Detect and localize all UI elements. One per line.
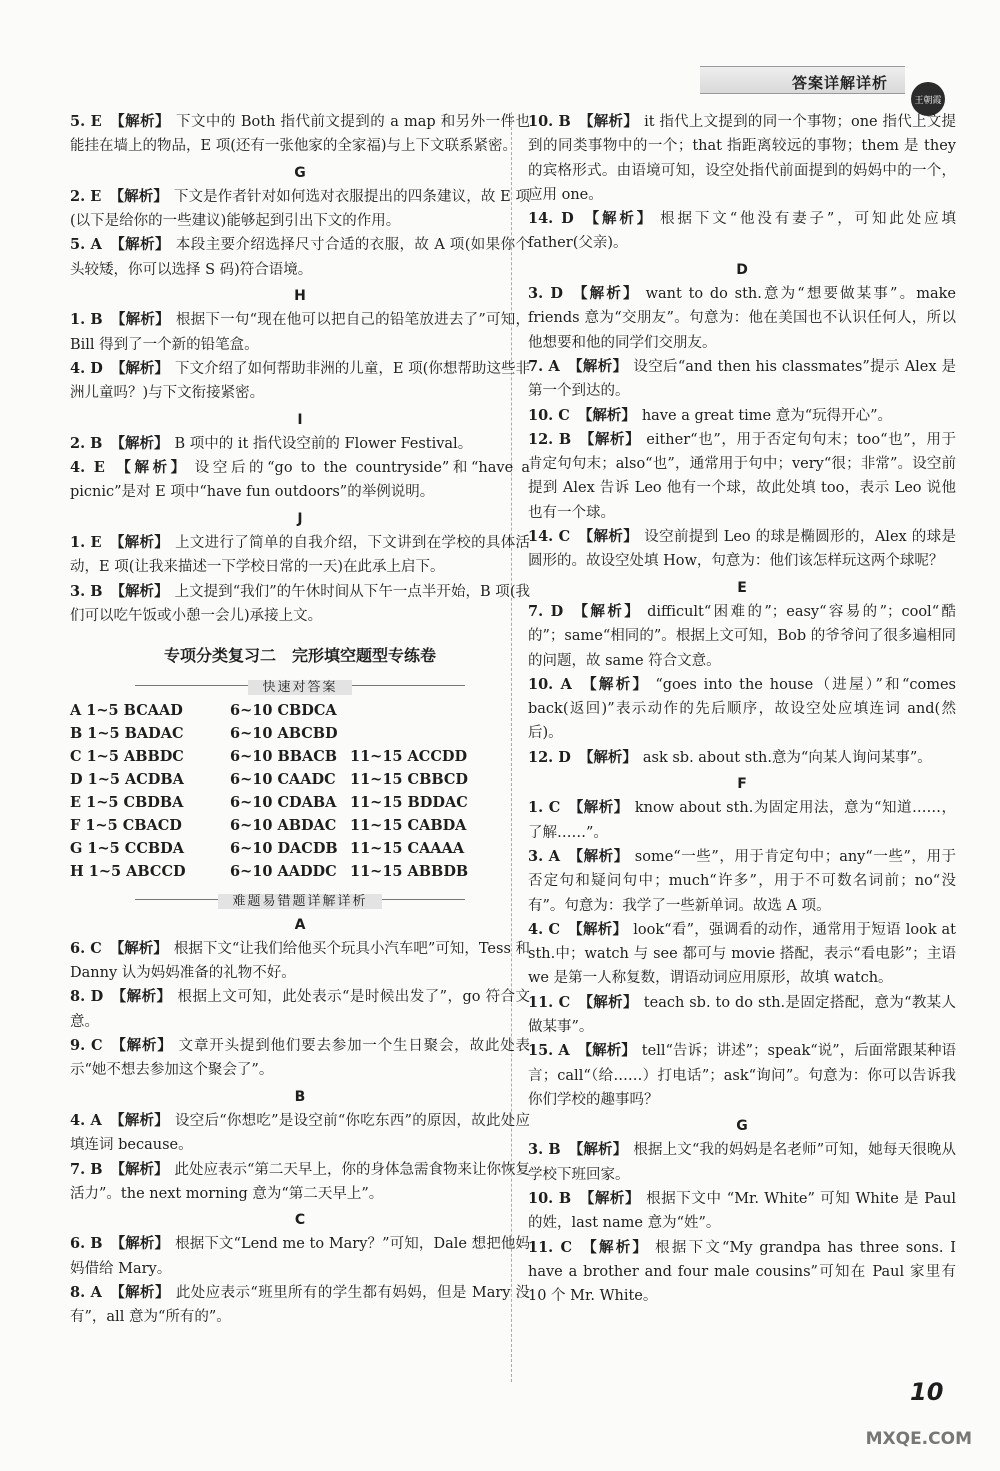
analysis-text: know about sth.为固定用法，意为“知道……，了解……”。 (528, 800, 956, 841)
section-title: 专项分类复习二 完形填空题型专练卷 (163, 646, 436, 666)
item-number: 4. C (528, 920, 560, 938)
answer-item (528, 525, 956, 574)
section-letter: A (294, 916, 306, 933)
item-number: 4. E (70, 459, 105, 477)
answer-cell: 11~15 CABDA (350, 816, 467, 834)
answer-item (528, 355, 956, 404)
analysis-tag: 【解析】 (109, 1283, 170, 1301)
answer-item (528, 673, 956, 746)
analysis-text: 设空后的“go to the countryside”和“have a picnic”是对 E 项中“have fun outdoors”的举例说明。 (70, 460, 530, 501)
analysis-tag: 【解析】 (579, 1190, 641, 1208)
answer-item (528, 1236, 956, 1309)
answer-row (70, 768, 530, 791)
analysis-text: 下文是作者针对如何选对衣服提出的四条建议，故 E 项(以下是给你的一些建议)能够起到引出下文的作用。 (70, 188, 530, 230)
analysis-text: difficult“困难的”；easy“容易的”；cool“酷的”；same“相同的”。根据上文可知，Bob 的爷爷问了很多遍相同的问题，故 same 符合文意。 (528, 603, 956, 669)
answer-item (528, 991, 956, 1040)
analysis-tag: 【解析】 (568, 920, 628, 938)
left-column (70, 110, 530, 1330)
analysis-tag: 【解析】 (109, 534, 170, 552)
answer-item (70, 531, 530, 580)
header-title: 答案详解详析 (792, 74, 889, 92)
answer-item (70, 580, 530, 629)
item-number: 15. A (528, 1042, 570, 1060)
answer-cell: 6~10 ABDAC (230, 816, 337, 834)
answer-item (70, 308, 530, 357)
answer-cell: D 1~5 ACDBA (70, 770, 184, 788)
answer-row (70, 745, 530, 768)
answer-row (70, 814, 530, 837)
analysis-tag: 【解析】 (571, 602, 642, 620)
answer-cell: 6~10 BBACB (230, 747, 338, 765)
answer-item (528, 796, 956, 845)
analysis-tag: 【解析】 (581, 210, 655, 228)
answer-cell: 6~10 AADDC (230, 862, 337, 880)
answer-item (70, 456, 530, 505)
answer-item (528, 746, 956, 770)
answer-item (528, 1039, 956, 1112)
analysis-text: ask sb. about sth.意为“向某人询问某事”。 (642, 749, 932, 766)
analysis-text: tell“告诉；讲述”；speak“说”，后面常跟某种语言；call“（给……）打电话”；ask“询问”。句意为：你可以告诉我你们学校的趣事吗？ (528, 1043, 956, 1108)
section-letter: G (736, 1118, 748, 1135)
analysis-tag: 【解析】 (109, 113, 170, 130)
item-number: 11. C (528, 993, 571, 1011)
answer-row (70, 722, 530, 745)
item-number: 3. A (528, 847, 560, 865)
analysis-text: 根据下一句“现在他可以把自己的铅笔放进去了”可知，Bill 得到了一个新的铅笔盒。 (70, 312, 530, 353)
answer-cell: A 1~5 BCAAD (70, 701, 183, 719)
page-number: 10 (910, 1378, 944, 1406)
answer-item (528, 404, 956, 428)
analysis-tag: 【解析】 (110, 359, 169, 377)
answer-item (70, 185, 530, 234)
item-number: 8. D (70, 988, 104, 1006)
analysis-text: 此处应表示“班里所有的学生都有妈妈，但是 Mary 没有”，all 意为“所有的”。 (70, 1284, 531, 1326)
answer-cell: H 1~5 ABCCD (70, 862, 186, 880)
analysis-text: 根据下文“Lend me to Mary？”可知，Dale 想把他妈妈借给 Mary。 (70, 1236, 531, 1277)
analysis-tag: 【解析】 (109, 236, 170, 254)
answer-cell: 11~15 ACCDD (350, 747, 468, 765)
item-number: 6. C (70, 939, 102, 957)
analysis-tag: 【解析】 (110, 434, 169, 452)
answer-item (528, 207, 956, 256)
item-number: 5. E (70, 113, 102, 130)
answer-row (70, 837, 530, 860)
item-number: 1. C (528, 799, 561, 817)
analysis-text: 根据上文“我的妈妈是名老师”可知，她每天很晚从学校下班回家。 (528, 1142, 956, 1183)
item-number: 2. E (70, 187, 102, 205)
analysis-text: look“看”，强调看的动作，通常用于短语 look at sth.中；watch 与 see 都可与 movie 搭配，表示“看电影”；主语 we 是第一人称复数，谓语动词应用原形，故填 watch。 (528, 921, 957, 987)
item-number: 2. B (70, 434, 103, 452)
answer-item (528, 600, 956, 673)
analysis-text: 根据下文“My grandpa has three sons. I have a brother and four male cousins”可知在 Paul 家里有 10 个 Mr. White。 (528, 1239, 957, 1305)
analysis-tag: 【解析】 (577, 406, 636, 424)
analysis-text: 上文进行了简单的自我介绍，下文讲到在学校的具体活动，E 项(让我来描述一下学校日常的一天)在此承上启下。 (70, 535, 531, 576)
item-number: 8. A (70, 1283, 102, 1301)
answer-row (70, 791, 530, 814)
analysis-tag: 【解析】 (568, 799, 629, 817)
analysis-tag: 【解析】 (111, 988, 172, 1006)
analysis-text: 上文提到“我们”的午休时间从下午一点半开始，B 项(我们可以吃午饭或小憩一会儿)承接上文。 (70, 583, 530, 624)
analysis-tag: 【解析】 (570, 285, 640, 303)
quick-answer-banner: 快速对答案 (135, 675, 465, 695)
answer-item (528, 1187, 956, 1236)
analysis-tag: 【解析】 (568, 1141, 628, 1159)
item-number: 4. A (70, 1111, 102, 1129)
answer-item (70, 357, 530, 406)
item-number: 9. C (70, 1037, 103, 1055)
answer-item (70, 432, 530, 456)
analysis-text: 文章开头提到他们要去参加一个生日聚会，故此处表示“她不想去参加这个聚会了”。 (70, 1038, 531, 1079)
analysis-text: either“也”，用于否定句句末；too“也”，用于肯定句句末；also“也”，通常用于句中；very“很；非常”。设空前提到 Alex 告诉 Leo 他有一个球，故此处填 too，表示 Leo 说他也有一个球。 (528, 431, 957, 521)
answer-item (528, 845, 956, 918)
answer-cell: 6~10 CBDCA (230, 701, 337, 719)
analysis-tag: 【解析】 (109, 187, 168, 205)
answer-item (70, 1158, 530, 1207)
analysis-tag: 【解析】 (568, 847, 629, 865)
section-letter: G (294, 164, 306, 181)
analysis-text: 根据下文中 “Mr. White” 可知 White 是 Paul 的姓，last name 意为“姓”。 (528, 1191, 957, 1232)
analysis-text: 根据上文可知，此处表示“是时候出发了”，go 符合文意。 (70, 989, 530, 1030)
analysis-text: want to do sth.意为“想要做某事”。make friends 意为“交朋友”。句意为：他在美国也不认识任何人，所以他想要和他的同学们交朋友。 (528, 286, 956, 351)
analysis-tag: 【解析】 (110, 1235, 170, 1253)
item-number: 1. E (70, 534, 102, 552)
answer-row (70, 699, 530, 722)
answer-cell: B 1~5 BADAC (70, 724, 184, 742)
item-number: 10. B (528, 113, 571, 130)
analysis-tag: 【解析】 (110, 582, 169, 600)
section-letter: F (737, 776, 747, 793)
analysis-tag: 【解析】 (580, 1238, 650, 1256)
analysis-tag: 【解析】 (578, 748, 637, 766)
answer-item (528, 428, 956, 525)
item-number: 10. B (528, 1190, 572, 1208)
analysis-tag: 【解析】 (110, 311, 170, 329)
item-number: 7. A (528, 357, 560, 375)
analysis-tag: 【解析】 (567, 357, 628, 375)
item-number: 10. A (528, 675, 572, 693)
answer-item (70, 233, 530, 282)
item-number: 3. B (70, 582, 103, 600)
analysis-tag: 【解析】 (579, 675, 650, 693)
section-letter: I (297, 411, 303, 428)
answer-cell: 11~15 CBBCD (350, 770, 468, 788)
item-number: 5. A (70, 236, 102, 254)
section-letter: J (297, 510, 303, 527)
analysis-tag: 【解析】 (578, 993, 638, 1011)
answer-item (70, 1281, 530, 1330)
answer-item (528, 110, 956, 207)
item-number: 3. D (528, 285, 563, 303)
watermark: MXQE.COM (865, 1429, 972, 1449)
analysis-text: have a great time 意为“玩得开心”。 (641, 407, 893, 424)
analysis-text: teach sb. to do sth.是固定搭配，意为“教某人做某事”。 (528, 994, 957, 1035)
answer-cell (350, 699, 490, 722)
item-number: 12. B (528, 430, 572, 448)
analysis-text: 本段主要介绍选择尺寸合适的衣服，故 A 项(如果你个头较矮，你可以选择 S 码)符合语境。 (70, 237, 530, 278)
answer-cell: C 1~5 ABBDC (70, 747, 184, 765)
section-letter: C (294, 1212, 306, 1229)
answer-cell: G 1~5 CCBDA (70, 839, 184, 857)
answer-cell: 6~10 CDABA (230, 793, 337, 811)
analysis-text: 根据下文“让我们给他买个玩具小汽车吧”可知，Tess 和 Danny 认为妈妈准备的礼物不好。 (70, 940, 531, 982)
analysis-tag: 【解析】 (110, 1160, 169, 1178)
logo-icon: 王朝霞 (911, 82, 945, 116)
detail-banner: 难题易错题详解详析 (135, 889, 465, 909)
answer-item (70, 110, 530, 159)
item-number: 6. B (70, 1235, 103, 1253)
answer-item (528, 918, 956, 991)
answer-cell: 6~10 DACDB (230, 839, 338, 857)
answer-cell: 6~10 CAADC (230, 770, 336, 788)
analysis-text: 下文介绍了如何帮助非洲的儿童，E 项(你想帮助这些非洲儿童吗？)与下文衔接紧密。 (70, 360, 531, 402)
item-number: 1. B (70, 311, 103, 329)
section-letter: D (736, 261, 748, 278)
answer-cell: 11~15 ABBDB (350, 862, 469, 880)
analysis-text: 设空前提到 Leo 的球是椭圆形的，Alex 的球是圆形的。故设空处填 How，句意为：他们该怎样玩这两个球呢？ (528, 529, 957, 570)
answer-item (528, 1138, 956, 1187)
item-number: 12. D (528, 748, 571, 766)
answer-cell: 6~10 ABCBD (230, 724, 338, 742)
analysis-tag: 【解析】 (579, 430, 641, 448)
answer-item (70, 1232, 530, 1281)
item-number: 7. B (70, 1160, 103, 1178)
item-number: 3. B (528, 1141, 561, 1159)
analysis-text: 下文中的 Both 指代前文提到的 a map 和另外一件也能挂在墙上的物品，E 项(还有一张他家的全家福)与上下文联系紧密。 (70, 114, 531, 155)
answer-item (70, 937, 530, 986)
right-column (528, 110, 956, 1309)
answer-item (70, 1034, 530, 1083)
section-letter: B (294, 1088, 306, 1105)
analysis-tag: 【解析】 (109, 939, 168, 957)
answer-cell: F 1~5 CBACD (70, 816, 182, 834)
answer-table (70, 699, 530, 883)
section-letter: H (294, 288, 306, 305)
analysis-tag: 【解析】 (578, 113, 639, 130)
item-number: 14. D (528, 210, 574, 228)
answer-item (70, 1109, 530, 1158)
item-number: 4. D (70, 359, 103, 377)
item-number: 10. C (528, 406, 570, 424)
analysis-tag: 【解析】 (109, 1111, 169, 1129)
analysis-text: some“一些”，用于肯定句中；any“一些”，用于否定句和疑问句中；much“许多”，用于不可数名词前；no“没有”。句意为：我学了一些新单词。故选 A 项。 (528, 848, 957, 914)
analysis-text: 设空后“你想吃”是设空前“你吃东西”的原因，故此处应填连词 because。 (70, 1112, 531, 1154)
answer-item (70, 985, 530, 1034)
analysis-tag: 【解析】 (112, 459, 189, 477)
section-letter: E (737, 579, 747, 596)
analysis-text: it 指代上文提到的同一个事物；one 指代上文提到的同类事物中的一个；that 指距离较远的事物；them 是 they 的宾格形式。由语境可知，设空处指代前面提到的妈妈中的一个，应用 one。 (528, 114, 957, 203)
item-number: 11. C (528, 1238, 573, 1256)
answer-cell: E 1~5 CBDBA (70, 793, 184, 811)
item-number: 14. C (528, 528, 571, 546)
analysis-text: “goes into the house（进屋）”和“comes back(返回)”表示动作的先后顺序，故设空处应填连词 and(然后)。 (528, 676, 956, 742)
answer-row (70, 860, 530, 883)
answer-cell (350, 722, 490, 745)
analysis-tag: 【解析】 (110, 1037, 173, 1055)
analysis-text: 根据下文“他没有妻子”，可知此处应填 father(父亲)。 (528, 211, 956, 252)
answer-cell: 11~15 BDDAC (350, 793, 468, 811)
analysis-text: 此处应表示“第二天早上，你的身体急需食物来让你恢复活力”。the next morning 意为“第二天早上”。 (70, 1161, 530, 1202)
analysis-text: B 项中的 it 指代设空前的 Flower Festival。 (174, 435, 473, 452)
analysis-text: 设空后“and then his classmates”提示 Alex 是第一个到达的。 (528, 358, 956, 400)
item-number: 7. D (528, 602, 564, 620)
analysis-tag: 【解析】 (578, 528, 639, 546)
answer-cell: 11~15 CAAAA (350, 839, 465, 857)
answer-item (528, 282, 956, 355)
analysis-tag: 【解析】 (577, 1042, 636, 1060)
